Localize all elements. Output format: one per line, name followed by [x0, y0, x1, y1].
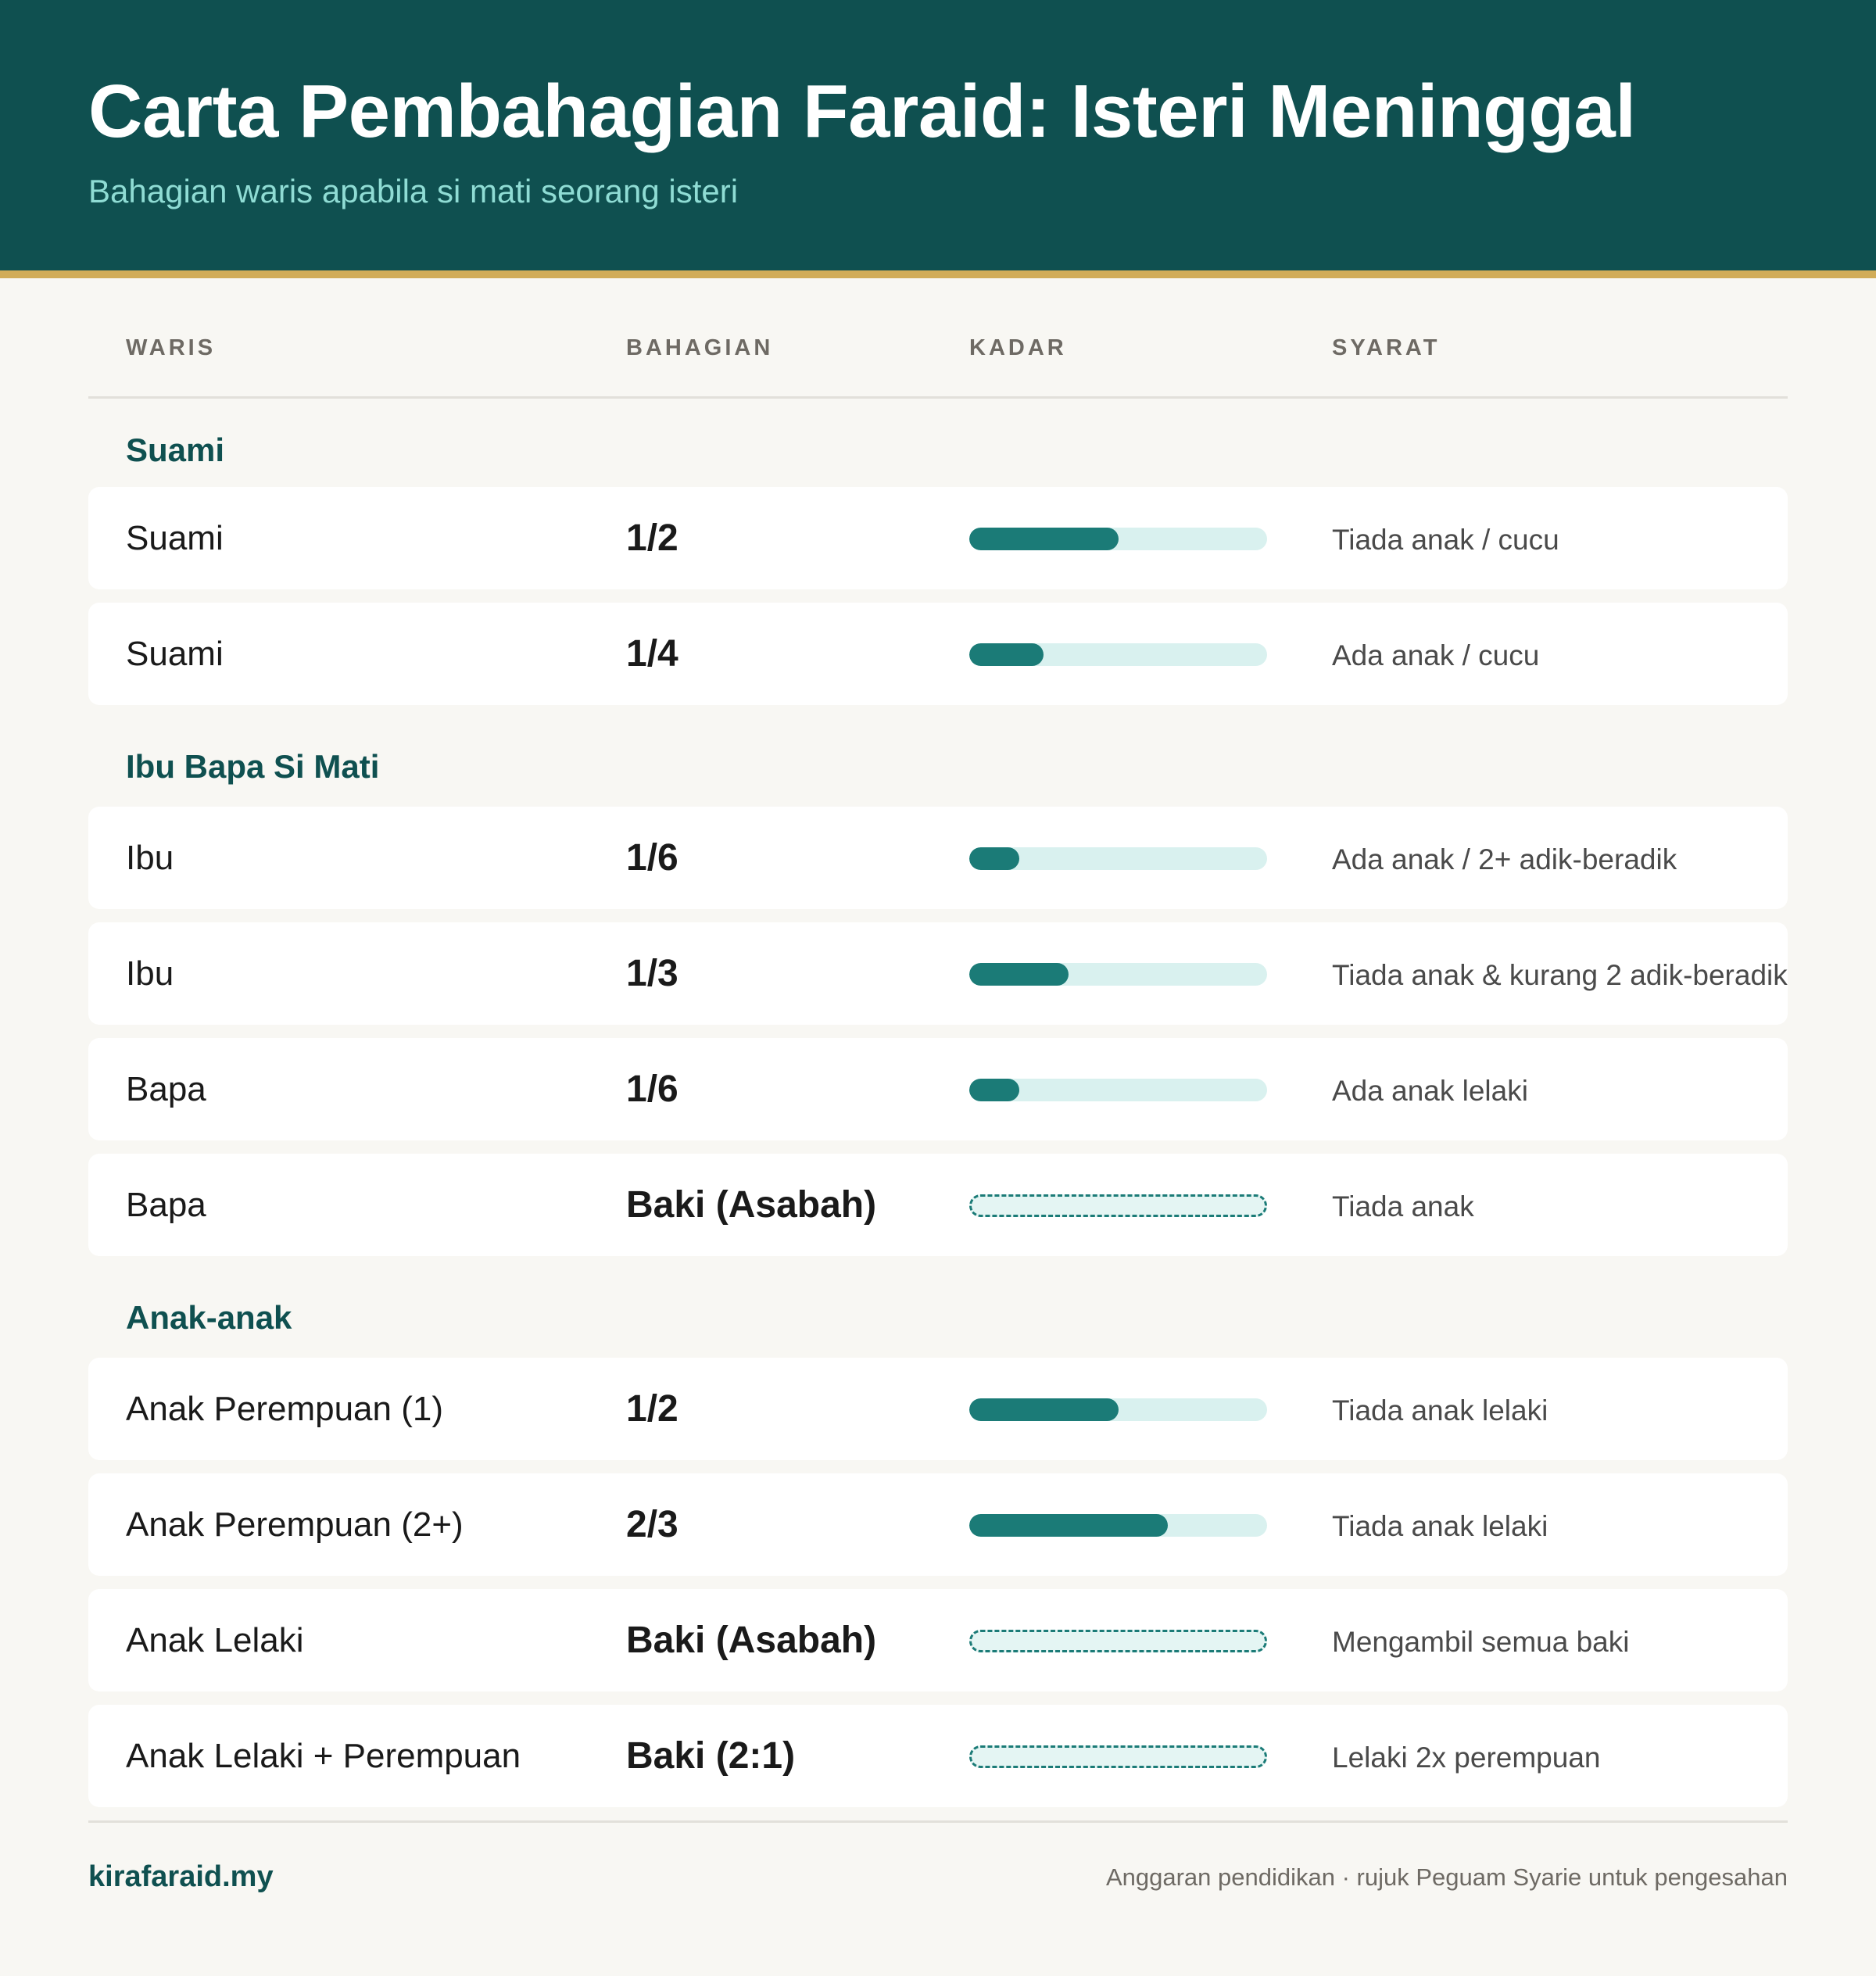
share-value: Baki (Asabah) — [626, 1620, 877, 1661]
share-bar-fill — [969, 963, 1069, 986]
heir-name: Ibu — [126, 954, 174, 993]
heir-name: Suami — [126, 634, 224, 673]
heir-name: Suami — [126, 518, 224, 557]
condition-text: Mengambil semua baki — [1332, 1625, 1630, 1658]
heir-groups — [88, 399, 1788, 1807]
heir-name: Ibu — [126, 838, 174, 877]
heir-row — [88, 1154, 1788, 1256]
heir-name: Anak Lelaki — [126, 1620, 304, 1659]
condition-text: Ada anak lelaki — [1332, 1074, 1528, 1107]
condition-text: Tiada anak lelaki — [1332, 1394, 1548, 1427]
share-bar-fill — [969, 847, 1019, 870]
share-bar-fill — [969, 643, 1044, 666]
share-bar — [969, 1079, 1267, 1101]
condition-text: Tiada anak / cucu — [1332, 523, 1559, 556]
page-header — [0, 0, 1876, 270]
heir-name: Anak Lelaki + Perempuan — [126, 1736, 521, 1775]
condition-text: Tiada anak & kurang 2 adik-beradik — [1332, 958, 1788, 991]
residual-bar — [969, 1630, 1267, 1652]
table-header — [88, 278, 1788, 399]
share-bar — [969, 643, 1267, 666]
share-value: 1/6 — [626, 1069, 678, 1110]
column-header-bahagian: BAHAGIAN — [626, 335, 774, 360]
condition-text: Tiada anak — [1332, 1190, 1474, 1222]
page-title: Carta Pembahagian Faraid: Isteri Meninggal — [88, 70, 1636, 153]
header-divider — [0, 270, 1876, 278]
heir-name: Bapa — [126, 1069, 206, 1108]
share-value: 1/4 — [626, 633, 678, 675]
condition-text: Ada anak / 2+ adik-beradik — [1332, 843, 1677, 875]
condition-text: Lelaki 2x perempuan — [1332, 1741, 1601, 1774]
heir-row — [88, 1705, 1788, 1807]
heir-row — [88, 487, 1788, 589]
footer-brand[interactable]: kirafaraid.my — [88, 1860, 274, 1893]
heir-row — [88, 1038, 1788, 1140]
share-bar — [969, 1398, 1267, 1421]
share-bar-fill — [969, 1079, 1019, 1101]
heir-row — [88, 603, 1788, 705]
heir-name: Anak Perempuan (1) — [126, 1389, 443, 1428]
footer-disclaimer: Anggaran pendidikan · rujuk Peguam Syarie untuk pengesahan — [1105, 1863, 1788, 1891]
share-bar — [969, 963, 1267, 986]
residual-bar — [969, 1194, 1267, 1217]
residual-bar — [969, 1745, 1267, 1768]
share-bar-fill — [969, 1398, 1119, 1421]
share-value: 1/2 — [626, 517, 678, 559]
page-subtitle: Bahagian waris apabila si mati seorang isteri — [88, 173, 739, 209]
group-title: Suami — [126, 431, 225, 468]
heir-row — [88, 807, 1788, 909]
heir-row — [88, 1589, 1788, 1691]
condition-text: Tiada anak lelaki — [1332, 1509, 1548, 1542]
share-value: Baki (Asabah) — [626, 1184, 877, 1226]
share-bar-fill — [969, 1514, 1168, 1537]
heir-name: Anak Perempuan (2+) — [126, 1505, 464, 1544]
heir-row — [88, 922, 1788, 1025]
group-title: Ibu Bapa Si Mati — [126, 748, 380, 785]
column-header-syarat: SYARAT — [1332, 335, 1441, 360]
heir-row — [88, 1358, 1788, 1460]
heir-name: Bapa — [126, 1185, 206, 1224]
column-header-waris: WARIS — [126, 335, 217, 360]
group-title: Anak-anak — [126, 1299, 292, 1336]
share-value: Baki (2:1) — [626, 1735, 796, 1777]
share-value: 1/2 — [626, 1388, 678, 1430]
main-content — [0, 278, 1876, 1917]
share-bar — [969, 1514, 1267, 1537]
share-bar-fill — [969, 528, 1119, 550]
column-header-kadar: KADAR — [969, 335, 1067, 360]
condition-text: Ada anak / cucu — [1332, 639, 1540, 671]
share-bar — [969, 847, 1267, 870]
share-value: 1/6 — [626, 837, 678, 879]
heir-row — [88, 1473, 1788, 1576]
page-footer — [88, 1823, 1788, 1917]
share-bar — [969, 528, 1267, 550]
share-value: 1/3 — [626, 953, 678, 994]
share-value: 2/3 — [626, 1504, 678, 1545]
